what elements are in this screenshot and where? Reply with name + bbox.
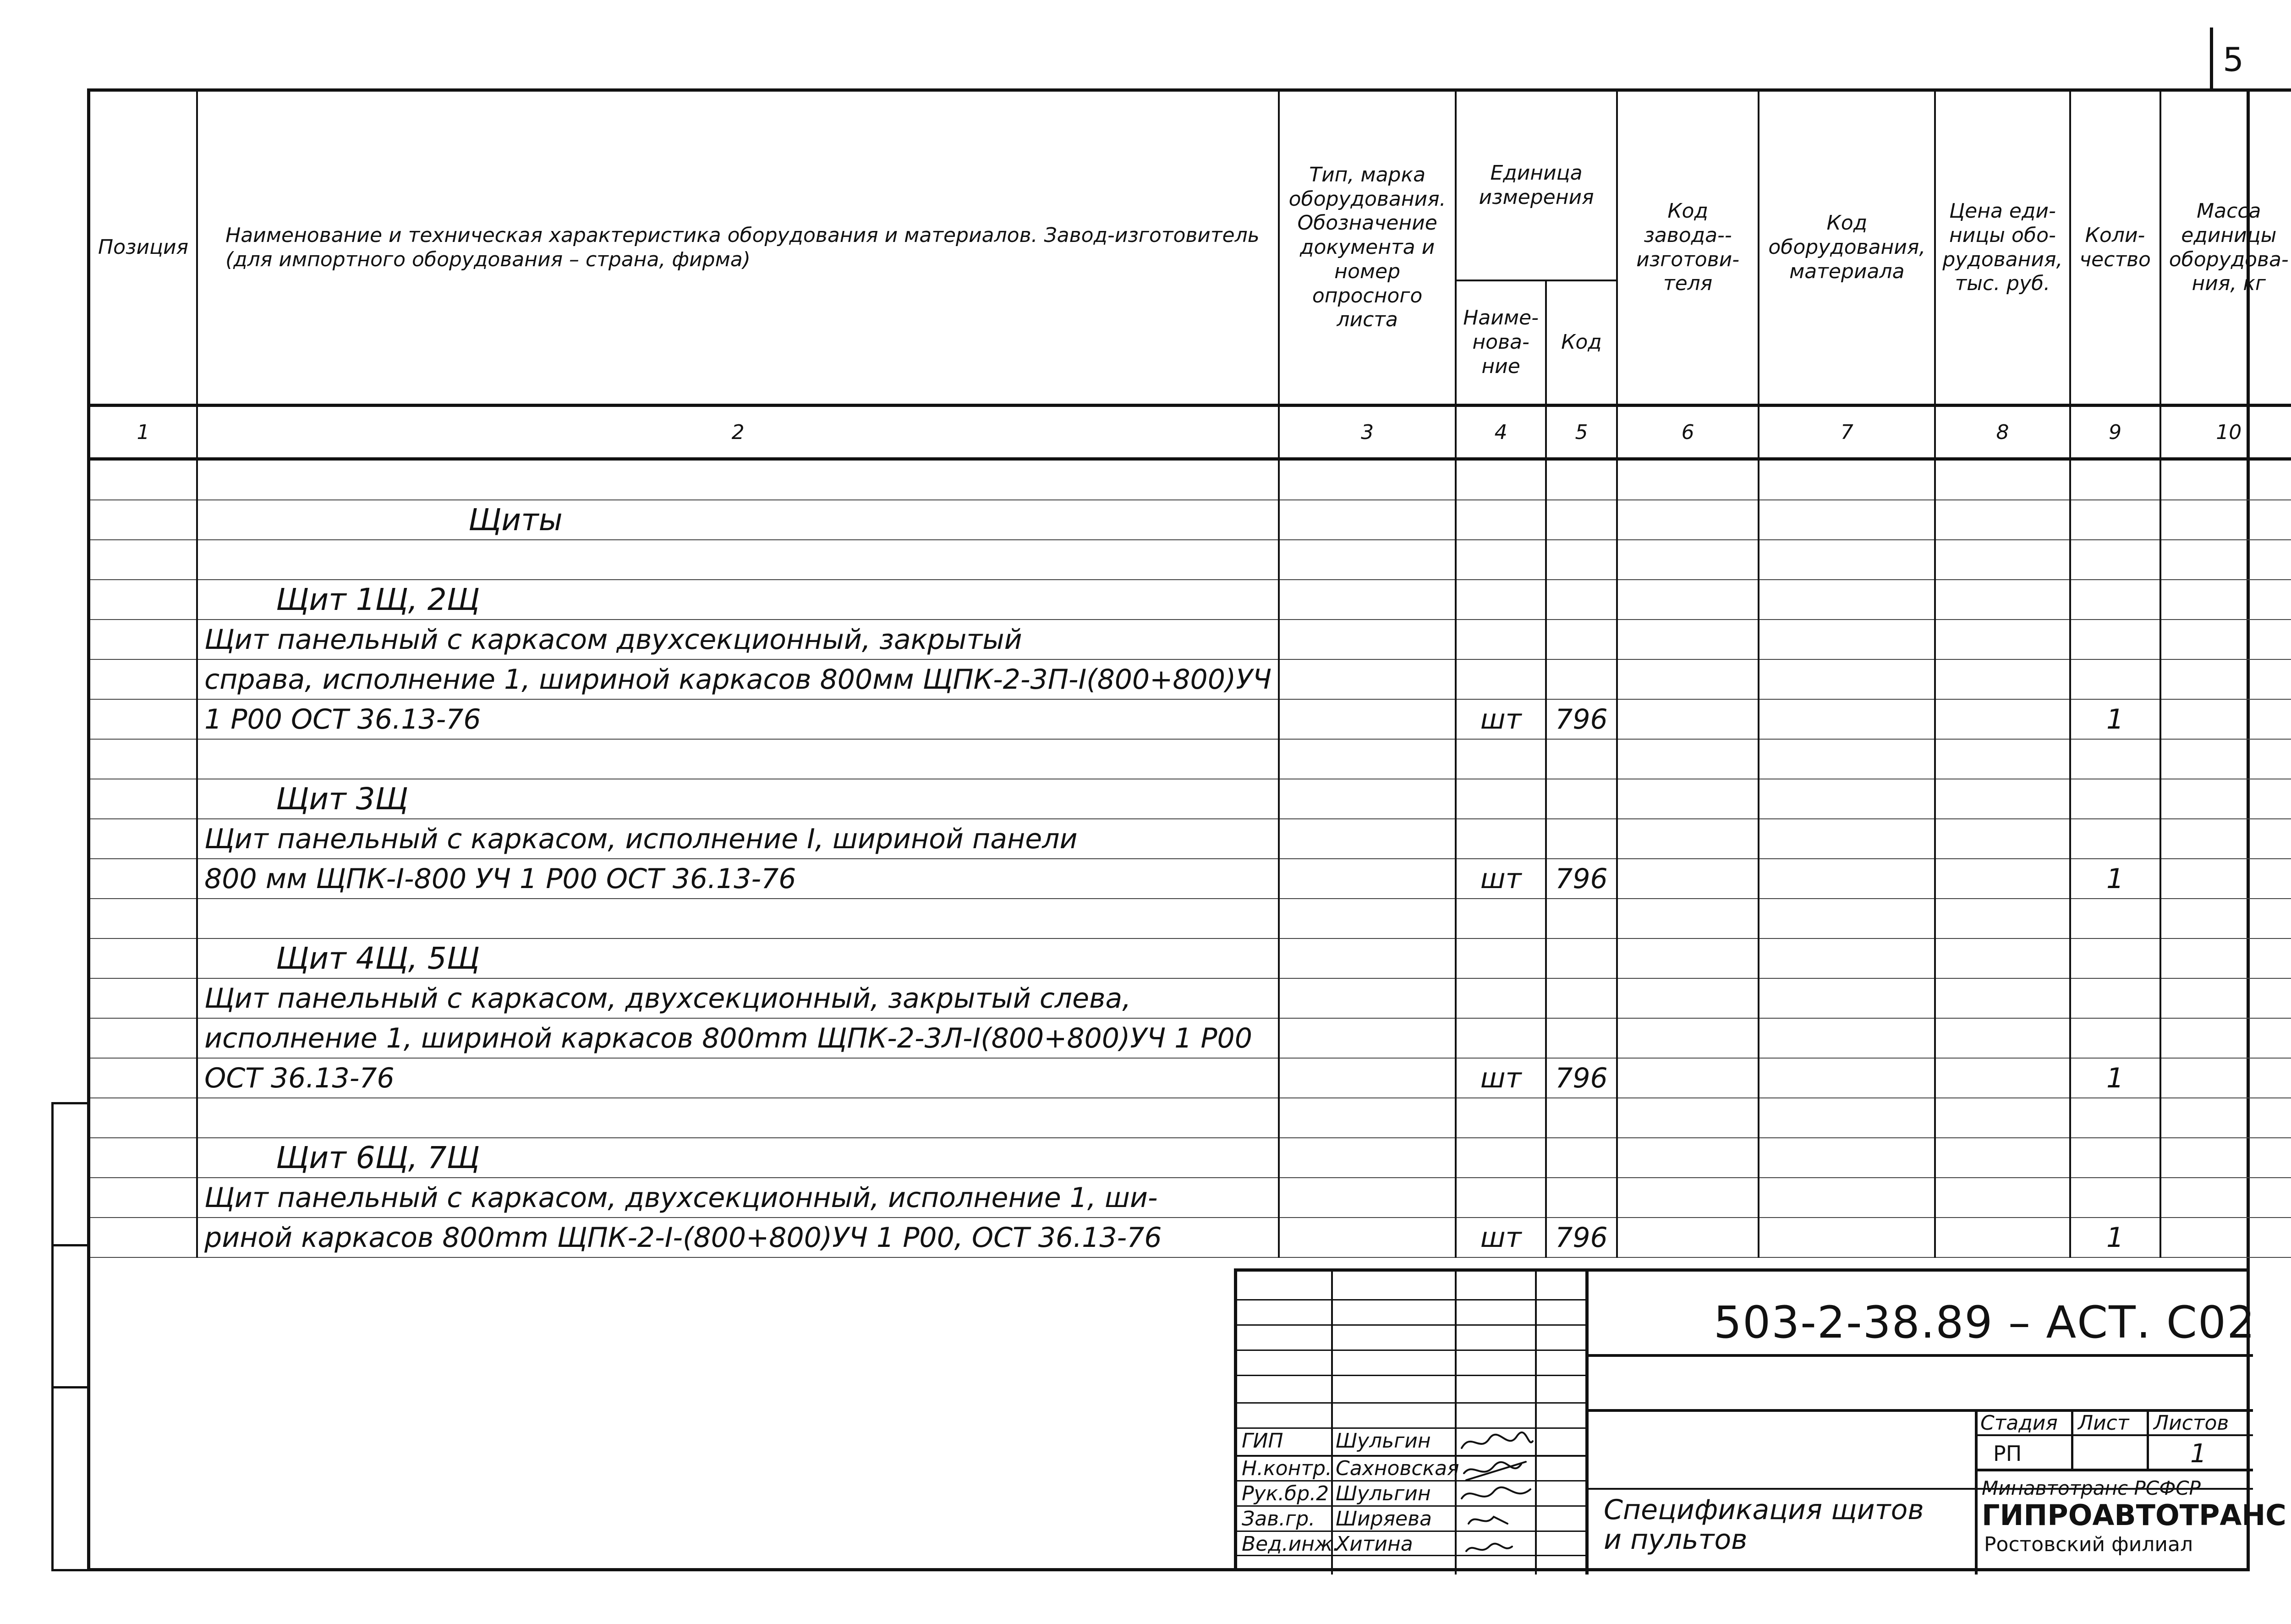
cell-position [89,938,197,978]
cell-equipment-code [1759,1138,1935,1178]
header-mass: Масса единицы оборудова-ния, кг [2160,90,2291,406]
signature-marks [1457,1430,1535,1572]
cell-type [1279,1018,1456,1058]
table-row [89,1138,2291,1178]
cell-mass [2160,779,2291,819]
cell-unit: шт [1456,859,1546,899]
cell-position [89,899,197,938]
cell-name: исполнение 1, шириной каркасов 800mm ЩПК-2-3Л-I(800+800)УЧ 1 Р00 [197,1018,1279,1058]
cell-name [197,459,1279,500]
cell-factory-code [1617,580,1759,620]
sheets-label: Листов [2154,1411,2229,1435]
cell-position [89,819,197,859]
cell-mass [2160,659,2291,699]
header-name: Наименование и техническая характеристика оборудования и материалов. Завод-изготовитель (для импортного оборудования – страна, фирма) [197,90,1279,406]
sheet-number: 5 [2210,27,2253,92]
table-row [89,819,2291,859]
cell-position [89,1138,197,1178]
cell-type [1279,659,1456,699]
table-row [89,1058,2291,1098]
sig-role: Н.контр. [1242,1457,1332,1480]
table-header-row [89,90,2291,280]
cell-unit-code: 796 [1546,1218,1617,1257]
table-row [89,580,2291,620]
cell-equipment-code [1759,739,1935,779]
cell-position [89,1218,197,1257]
cell-equipment-code [1759,978,1935,1018]
cell-factory-code [1617,859,1759,899]
cell-unit [1456,1098,1546,1138]
cell-mass [2160,1018,2291,1058]
header-price: Цена еди-ницы обо-рудования, тыс. руб. [1935,90,2070,406]
cell-mass [2160,699,2291,739]
column-number: 8 [1935,406,2070,459]
cell-unit-code [1546,819,1617,859]
sheet-label: Лист [2078,1411,2129,1435]
cell-name: Щит панельный с каркасом, исполнение I, шириной панели [197,819,1279,859]
cell-mass [2160,459,2291,500]
sig-name: Шульгин [1336,1482,1431,1505]
cell-price [1935,779,2070,819]
cell-equipment-code [1759,819,1935,859]
cell-unit [1456,1018,1546,1058]
cell-factory-code [1617,1018,1759,1058]
header-unit-code: Код [1546,280,1617,406]
cell-type [1279,739,1456,779]
cell-quantity [2070,978,2160,1018]
cell-unit-code [1546,899,1617,938]
cell-factory-code [1617,659,1759,699]
cell-mass [2160,819,2291,859]
column-number-row [89,406,2291,459]
cell-price [1935,859,2070,899]
header-equipment-code: Код оборудования, материала [1759,90,1935,406]
cell-type [1279,620,1456,659]
cell-quantity [2070,620,2160,659]
binding-strip [51,1102,87,1571]
organization-branch: Ростовский филиал [1984,1533,2193,1556]
cell-price [1935,978,2070,1018]
document-title-line2: и пультов [1604,1524,1748,1556]
cell-mass [2160,978,2291,1018]
cell-unit-code [1546,540,1617,580]
cell-unit-code: 796 [1546,1058,1617,1098]
cell-price [1935,1018,2070,1058]
cell-equipment-code [1759,1218,1935,1257]
cell-unit [1456,899,1546,938]
header-unit-name: Наиме-нова-ние [1456,280,1546,406]
cell-type [1279,580,1456,620]
cell-equipment-code [1759,540,1935,580]
sig-name: Хитина [1336,1532,1413,1556]
cell-price [1935,1178,2070,1218]
cell-quantity: 1 [2070,859,2160,899]
cell-mass [2160,1178,2291,1218]
cell-name: 1 Р00 ОСТ 36.13-76 [197,699,1279,739]
cell-name: риной каркасов 800mm ЩПК-2-I-(800+800)УЧ 1 Р00, ОСТ 36.13-76 [197,1218,1279,1257]
cell-quantity [2070,779,2160,819]
cell-price [1935,699,2070,739]
cell-name: Щит 6Щ, 7Щ [197,1138,1279,1178]
cell-unit-code [1546,1178,1617,1218]
cell-price [1935,1138,2070,1178]
cell-unit [1456,659,1546,699]
cell-equipment-code [1759,938,1935,978]
cell-equipment-code [1759,659,1935,699]
column-number: 2 [197,406,1279,459]
cell-factory-code [1617,620,1759,659]
cell-factory-code [1617,459,1759,500]
cell-unit-code [1546,1138,1617,1178]
table-row [89,739,2291,779]
cell-price [1935,739,2070,779]
cell-position [89,540,197,580]
cell-unit [1456,819,1546,859]
table-row [89,540,2291,580]
table-row [89,779,2291,819]
cell-unit-code [1546,938,1617,978]
cell-quantity [2070,1138,2160,1178]
header-factory-code: Код завода--изготови-теля [1617,90,1759,406]
cell-price [1935,659,2070,699]
cell-position [89,459,197,500]
cell-price [1935,899,2070,938]
cell-equipment-code [1759,580,1935,620]
cell-position [89,859,197,899]
cell-position [89,978,197,1018]
cell-price [1935,938,2070,978]
table-row [89,859,2291,899]
column-number: 6 [1617,406,1759,459]
cell-position [89,739,197,779]
cell-position [89,500,197,540]
cell-mass [2160,620,2291,659]
table-row [89,938,2291,978]
cell-unit-code [1546,1098,1617,1138]
cell-equipment-code [1759,1098,1935,1138]
cell-name: Щит панельный с каркасом, двухсекционный, исполнение 1, ши- [197,1178,1279,1218]
cell-unit [1456,739,1546,779]
document-title-line1: Спецификация щитов [1604,1494,1924,1526]
cell-unit: шт [1456,1218,1546,1257]
cell-name: Щит 1Щ, 2Щ [197,580,1279,620]
table-row [89,1018,2291,1058]
table-row [89,500,2291,540]
sig-name: Ширяева [1336,1507,1432,1531]
cell-name: Щит панельный с каркасом, двухсекционный, закрытый слева, [197,978,1279,1018]
cell-unit [1456,500,1546,540]
organization-ministry: Минавтотранс РСФСР [1982,1477,2201,1499]
cell-equipment-code [1759,859,1935,899]
organization-name: ГИПРОАВТОТРАНС [1982,1498,2286,1532]
cell-unit [1456,459,1546,500]
cell-equipment-code [1759,620,1935,659]
cell-equipment-code [1759,1018,1935,1058]
cell-position [89,580,197,620]
cell-position [89,699,197,739]
cell-unit [1456,620,1546,659]
cell-position [89,779,197,819]
cell-mass [2160,540,2291,580]
cell-quantity [2070,819,2160,859]
cell-equipment-code [1759,699,1935,739]
cell-name [197,540,1279,580]
cell-mass [2160,580,2291,620]
sig-role: Зав.гр. [1242,1507,1315,1531]
cell-quantity [2070,540,2160,580]
column-number: 5 [1546,406,1617,459]
cell-name [197,1098,1279,1138]
cell-type [1279,500,1456,540]
cell-name [197,739,1279,779]
cell-unit: шт [1456,699,1546,739]
column-number: 1 [89,406,197,459]
specification-table [87,88,2291,1258]
title-block [1234,1268,2286,1571]
column-number: 10 [2160,406,2291,459]
cell-quantity [2070,459,2160,500]
cell-type [1279,1218,1456,1257]
header-quantity: Коли-чество [2070,90,2160,406]
cell-position [89,1178,197,1218]
column-number: 9 [2070,406,2160,459]
cell-quantity [2070,500,2160,540]
cell-type [1279,1138,1456,1178]
cell-factory-code [1617,540,1759,580]
table-row [89,699,2291,739]
cell-unit-code [1546,459,1617,500]
cell-name: Щиты [197,500,1279,540]
table-row [89,1178,2291,1218]
cell-mass [2160,500,2291,540]
cell-factory-code [1617,1178,1759,1218]
cell-position [89,1018,197,1058]
column-number: 4 [1456,406,1546,459]
cell-equipment-code [1759,500,1935,540]
cell-equipment-code [1759,1178,1935,1218]
cell-unit-code [1546,978,1617,1018]
cell-equipment-code [1759,899,1935,938]
cell-position [89,1058,197,1098]
cell-unit-code: 796 [1546,699,1617,739]
cell-type [1279,459,1456,500]
cell-unit-code [1546,1018,1617,1058]
column-number: 7 [1759,406,1935,459]
cell-unit [1456,978,1546,1018]
cell-mass [2160,1098,2291,1138]
table-row [89,1098,2291,1138]
cell-type [1279,859,1456,899]
cell-price [1935,459,2070,500]
cell-price [1935,580,2070,620]
sig-name: Шульгин [1336,1429,1431,1453]
cell-unit-code [1546,620,1617,659]
cell-quantity: 1 [2070,699,2160,739]
cell-price [1935,819,2070,859]
cell-name: справа, исполнение 1, шириной каркасов 800мм ЩПК-2-3П-I(800+800)УЧ [197,659,1279,699]
cell-factory-code [1617,938,1759,978]
sig-role: Вед.инж. [1242,1532,1339,1556]
sig-role: Рук.бр.2 [1242,1482,1329,1505]
document-code: 503-2-38.89 – АСТ. С02 [1714,1297,2256,1348]
cell-name: ОСТ 36.13-76 [197,1058,1279,1098]
cell-factory-code [1617,1138,1759,1178]
cell-factory-code [1617,500,1759,540]
stage-value: РП [1993,1441,2022,1466]
header-type: Тип, марка оборудования. Обозначение документа и номер опросного листа [1279,90,1456,406]
cell-type [1279,1178,1456,1218]
cell-quantity: 1 [2070,1218,2160,1257]
cell-unit-code [1546,500,1617,540]
cell-unit [1456,938,1546,978]
cell-quantity [2070,938,2160,978]
cell-type [1279,540,1456,580]
cell-mass [2160,899,2291,938]
sig-name: Сахновская [1336,1457,1459,1480]
table-row [89,620,2291,659]
cell-mass [2160,1058,2291,1098]
cell-name: Щит панельный с каркасом двухсекционный, закрытый [197,620,1279,659]
cell-price [1935,1098,2070,1138]
cell-type [1279,938,1456,978]
cell-mass [2160,938,2291,978]
cell-factory-code [1617,779,1759,819]
cell-quantity [2070,580,2160,620]
cell-mass [2160,739,2291,779]
cell-unit-code [1546,779,1617,819]
cell-mass [2160,1138,2291,1178]
cell-quantity [2070,1178,2160,1218]
table-row [89,459,2291,500]
cell-unit-code: 796 [1546,859,1617,899]
header-position: Позиция [89,90,197,406]
cell-unit [1456,540,1546,580]
cell-name: 800 мм ЩПК-I-800 УЧ 1 Р00 ОСТ 36.13-76 [197,859,1279,899]
cell-price [1935,1058,2070,1098]
cell-price [1935,1218,2070,1257]
cell-name [197,899,1279,938]
cell-type [1279,779,1456,819]
cell-unit: шт [1456,1058,1546,1098]
cell-type [1279,978,1456,1018]
sig-role: ГИП [1242,1429,1283,1453]
table-row [89,978,2291,1018]
cell-factory-code [1617,739,1759,779]
table-row [89,659,2291,699]
cell-name: Щит 4Щ, 5Щ [197,938,1279,978]
cell-quantity [2070,739,2160,779]
cell-equipment-code [1759,1058,1935,1098]
cell-mass [2160,859,2291,899]
cell-price [1935,500,2070,540]
column-number: 3 [1279,406,1456,459]
cell-type [1279,1098,1456,1138]
cell-position [89,659,197,699]
cell-price [1935,540,2070,580]
cell-unit [1456,1178,1546,1218]
cell-equipment-code [1759,779,1935,819]
cell-type [1279,899,1456,938]
cell-name: Щит 3Щ [197,779,1279,819]
cell-factory-code [1617,899,1759,938]
cell-unit-code [1546,580,1617,620]
header-unit-group: Единица измерения [1456,90,1617,280]
cell-quantity [2070,659,2160,699]
sheets-value: 1 [2190,1439,2207,1469]
cell-quantity [2070,1098,2160,1138]
cell-type [1279,699,1456,739]
cell-type [1279,819,1456,859]
cell-position [89,1098,197,1138]
cell-unit [1456,1138,1546,1178]
cell-factory-code [1617,1218,1759,1257]
cell-quantity [2070,899,2160,938]
cell-position [89,620,197,659]
stage-label: Стадия [1980,1411,2058,1435]
cell-mass [2160,1218,2291,1257]
cell-factory-code [1617,1058,1759,1098]
table-row [89,1218,2291,1257]
cell-factory-code [1617,978,1759,1018]
cell-unit-code [1546,659,1617,699]
cell-unit [1456,779,1546,819]
cell-equipment-code [1759,459,1935,500]
cell-quantity: 1 [2070,1058,2160,1098]
cell-unit-code [1546,739,1617,779]
table-row [89,899,2291,938]
cell-quantity [2070,1018,2160,1058]
cell-type [1279,1058,1456,1098]
cell-factory-code [1617,819,1759,859]
cell-factory-code [1617,699,1759,739]
cell-price [1935,620,2070,659]
cell-unit [1456,580,1546,620]
cell-factory-code [1617,1098,1759,1138]
